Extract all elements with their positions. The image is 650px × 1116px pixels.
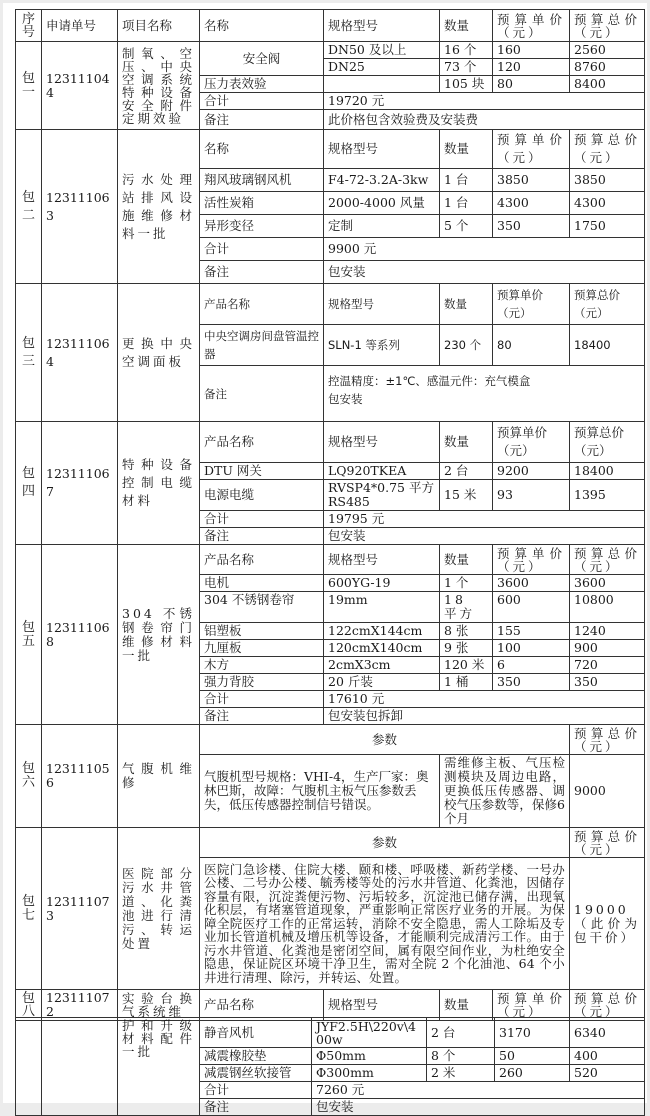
total-price-header: 预算总价（元） — [570, 990, 645, 1021]
item-unit-price: 350 — [493, 674, 570, 691]
remark-label: 备注 — [200, 708, 324, 725]
item-qty-header: 数量 — [440, 545, 493, 575]
item-spec: LQ920TKEA — [324, 463, 440, 480]
project-name: 304 不锈钢卷帘门维修材料一批 — [118, 545, 200, 725]
item-unit-price: 160 — [493, 42, 570, 59]
item-unit-price: 600 — [493, 592, 570, 623]
table-row — [16, 284, 645, 325]
item-total-price: 1395 — [570, 480, 645, 511]
subtotal-value: 19720 元 — [324, 93, 645, 110]
item-qty: 15 米 — [440, 480, 493, 511]
unit-price-header: 预算单价（元） — [493, 422, 570, 463]
remark-value: 包安装 — [324, 528, 645, 545]
item-qty: 1 台 — [440, 169, 493, 192]
project-name: 气腹机维修 — [118, 725, 200, 828]
item-name: 静音风机 — [200, 1018, 312, 1048]
item-spec: Φ50mm — [312, 1048, 427, 1065]
project-name: 医院部分污水井管道、化粪池进行清污、转运处置 — [118, 828, 200, 990]
table-row — [16, 42, 645, 59]
item-total-price: 400 — [570, 1048, 645, 1065]
unit-price-header: 预算单价（元） — [493, 130, 570, 169]
subtotal-value: 9900 元 — [324, 238, 645, 261]
item-total-price: 18400 — [570, 325, 645, 366]
unit-price-header: 预算单价（元） — [493, 284, 570, 325]
item-total-price: 18400 — [570, 463, 645, 480]
subtotal-value: 19795 元 — [324, 511, 645, 528]
table-row — [16, 828, 645, 858]
item-spec — [324, 76, 440, 93]
project-name: 更换中央空调面板 — [118, 284, 200, 422]
package-seq: 包七 — [16, 828, 42, 990]
item-name: 翔风玻璃钢风机 — [200, 169, 324, 192]
item-total-price: 8400 — [570, 76, 645, 93]
product-name-header: 产品名称 — [200, 284, 324, 325]
project-name-part2: 护和升级材料配件一批 — [118, 1018, 200, 1116]
package-seq: 包五 — [16, 545, 42, 725]
item-qty-header: 数量 — [440, 284, 493, 325]
subtotal-label: 合计 — [200, 93, 324, 110]
item-name: 铝塑板 — [200, 623, 324, 640]
item-total-price: 900 — [570, 640, 645, 657]
params-header: 参数 — [200, 725, 570, 755]
item-name: 中央空调房间盘管温控器 — [200, 325, 324, 366]
item-total-price: 4300 — [570, 192, 645, 215]
project-name: 污水处理站排风设施维修材料一批 — [118, 130, 200, 284]
remark-line-1: 控温精度：±1℃、感温元件：充气模盒 — [328, 374, 531, 388]
item-spec: F4-72-3.2A-3kw — [324, 169, 440, 192]
remark-value: 包安装 — [312, 1099, 645, 1116]
unit-price-header: 预算单价（元） — [493, 990, 570, 1021]
item-qty: 1 个 — [440, 575, 493, 592]
remark-label: 备注 — [200, 110, 324, 130]
table-row — [16, 990, 645, 1021]
item-unit-price: 155 — [493, 623, 570, 640]
item-qty: 1 桶 — [440, 674, 493, 691]
procurement-table — [15, 9, 645, 1021]
item-name: DTU 网关 — [200, 463, 324, 480]
item-qty: 2 米 — [427, 1065, 495, 1082]
header-spec: 规格型号 — [324, 10, 440, 42]
item-name: 304 不锈钢卷帘 — [200, 592, 324, 623]
item-unit-price: 3600 — [493, 575, 570, 592]
item-total-price: 350 — [570, 674, 645, 691]
unit-price-header: 预算单价（元） — [493, 545, 570, 575]
total-price-header: 预算总价（元） — [570, 828, 645, 858]
table-row — [16, 545, 645, 575]
request-number: 123111068 — [42, 545, 118, 725]
item-qty-header: 数量 — [440, 130, 493, 169]
item-unit-price: 93 — [493, 480, 570, 511]
params-description: 气腹机型号规格：VHI-4，生产厂家：奥林巴斯，故障：气腹机主板气压参数丢失，低压传感器控制信号错误。 — [200, 755, 440, 828]
item-unit-price: 100 — [493, 640, 570, 657]
remark-label: 备注 — [200, 366, 324, 422]
header-name: 名称 — [200, 10, 324, 42]
table-row — [16, 1018, 645, 1048]
item-spec: DN25 — [324, 59, 440, 76]
subtotal-value: 17610 元 — [324, 691, 645, 708]
project-name: 特种设备控制电缆材料 — [118, 422, 200, 545]
item-spec: JYF2.5H\220v\400w — [312, 1018, 427, 1048]
request-number: 123111073 — [42, 828, 118, 990]
item-spec: RVSP4*0.75 平方 RS485 — [324, 480, 440, 511]
request-number: 123111064 — [42, 284, 118, 422]
total-price-header: 预算总价（元） — [570, 725, 645, 755]
request-number: 123111063 — [42, 130, 118, 284]
item-spec: 20 斤装 — [324, 674, 440, 691]
product-name-header: 产品名称 — [200, 545, 324, 575]
item-unit-price: 80 — [493, 76, 570, 93]
document-page — [3, 3, 647, 1114]
package-seq: 包三 — [16, 284, 42, 422]
item-qty: 2 台 — [440, 463, 493, 480]
item-qty: 73 个 — [440, 59, 493, 76]
item-spec: 122cmX144cm — [324, 623, 440, 640]
item-total-price: 1240 — [570, 623, 645, 640]
header-qty: 数量 — [440, 10, 493, 42]
package-seq: 包六 — [16, 725, 42, 828]
item-name: 活性炭箱 — [200, 192, 324, 215]
item-total-price: 10800 — [570, 592, 645, 623]
table-row — [16, 725, 645, 755]
item-spec: SLN-1 等系列 — [324, 325, 440, 366]
item-spec: DN50 及以上 — [324, 42, 440, 59]
item-spec: 600YG-19 — [324, 575, 440, 592]
package-seq: 包二 — [16, 130, 42, 284]
item-spec: Φ300mm — [312, 1065, 427, 1082]
item-name: 电源电缆 — [200, 480, 324, 511]
header-seq: 序号 — [16, 10, 42, 42]
item-spec: 120cmX140cm — [324, 640, 440, 657]
item-unit-price: 80 — [493, 325, 570, 366]
request-number: 123111072 — [42, 990, 118, 1021]
item-spec: 定制 — [324, 215, 440, 238]
item-qty-header: 数量 — [440, 990, 493, 1021]
header-total-price: 预算总价（元） — [570, 10, 645, 42]
item-total-price: 6340 — [570, 1018, 645, 1048]
project-name: 制氧、空压、中央空调系统特种设备安全附件定期效验 — [118, 42, 200, 130]
item-total-price: 1750 — [570, 215, 645, 238]
item-qty: 1 台 — [440, 192, 493, 215]
item-unit-price: 9200 — [493, 463, 570, 480]
total-price: 19000（此价为包干价） — [570, 858, 645, 990]
item-qty: 5 个 — [440, 215, 493, 238]
table-row — [16, 130, 645, 169]
header-unit-price: 预算单价（元） — [493, 10, 570, 42]
item-unit-price: 50 — [495, 1048, 570, 1065]
remark-value — [324, 366, 645, 422]
item-qty: 8 个 — [427, 1048, 495, 1065]
item-spec-header: 规格型号 — [324, 545, 440, 575]
procurement-table-continued — [15, 1017, 645, 1116]
subtotal-label: 合计 — [200, 691, 324, 708]
item-qty: 8 张 — [440, 623, 493, 640]
total-price-header: 预算总价（元） — [570, 422, 645, 463]
item-qty: 2 台 — [427, 1018, 495, 1048]
item-name: 安全阀 — [200, 42, 324, 76]
item-total-price: 3600 — [570, 575, 645, 592]
item-total-price: 3850 — [570, 169, 645, 192]
remark-value: 此价格包含效验费及安装费 — [324, 110, 645, 130]
item-unit-price: 6 — [493, 657, 570, 674]
total-price-header: 预算总价（元） — [570, 545, 645, 575]
item-spec-header: 规格型号 — [324, 990, 440, 1021]
item-name: 异形变径 — [200, 215, 324, 238]
item-name: 强力背胶 — [200, 674, 324, 691]
remark-value: 包安装 — [324, 261, 645, 284]
item-name: 减震钢丝软接管 — [200, 1065, 312, 1082]
subtotal-label: 合计 — [200, 1082, 312, 1099]
item-unit-price: 260 — [495, 1065, 570, 1082]
item-unit-price: 350 — [493, 215, 570, 238]
remark-label: 备注 — [200, 261, 324, 284]
item-unit-price: 3170 — [495, 1018, 570, 1048]
total-price-header: 预算总价（元） — [570, 284, 645, 325]
package-seq: 包一 — [16, 42, 42, 130]
item-qty: 9 张 — [440, 640, 493, 657]
project-name-part1: 实验台换气系统维 — [118, 990, 200, 1021]
item-total-price: 2560 — [570, 42, 645, 59]
item-qty: 16 个 — [440, 42, 493, 59]
remark-value: 包安装包拆卸 — [324, 708, 645, 725]
item-unit-price: 120 — [493, 59, 570, 76]
item-qty: 120 米 — [440, 657, 493, 674]
item-qty-header: 数量 — [440, 422, 493, 463]
package-seq-empty — [16, 1018, 42, 1116]
header-project-name: 项目名称 — [118, 10, 200, 42]
request-number: 123111067 — [42, 422, 118, 545]
item-spec-header: 规格型号 — [324, 284, 440, 325]
subtotal-label: 合计 — [200, 238, 324, 261]
package-seq: 包八 — [16, 990, 42, 1021]
item-spec: 2cmX3cm — [324, 657, 440, 674]
item-name-header: 名称 — [200, 130, 324, 169]
params-header: 参数 — [200, 828, 570, 858]
total-price-header: 预算总价（元） — [570, 130, 645, 169]
request-number: 123111056 — [42, 725, 118, 828]
remark-label: 备注 — [200, 528, 324, 545]
item-spec: 2000-4000 风量 — [324, 192, 440, 215]
item-qty: 18 平方 — [440, 592, 493, 623]
item-total-price: 720 — [570, 657, 645, 674]
item-spec-header: 规格型号 — [324, 130, 440, 169]
remark-line-2: 包安装 — [328, 392, 363, 406]
header-request-no: 申请单号 — [42, 10, 118, 42]
request-number-empty — [42, 1018, 118, 1116]
item-qty: 105 块 — [440, 76, 493, 93]
subtotal-label: 合计 — [200, 511, 324, 528]
subtotal-value: 7260 元 — [312, 1082, 645, 1099]
item-name: 九厘板 — [200, 640, 324, 657]
params-description: 医院门急诊楼、住院大楼、颐和楼、呼吸楼、新药学楼、一号办公楼、二号办公楼、毓秀楼等处的污水井管道、化粪池，因储存容量有限，沉淀粪便污物、污垢较多，沉淀池已储存满，出现氧化积层，有堵塞管道现象，严重影响正常医疗业务的开展。为保障全院医疗工作的正常运转，消除不安全隐患，需人工除垢及专业加长管道机械及增压机等设备，才能顺利完成清污工作。由于污水井管道、化粪池是密闭空间，属有限空间作业，为杜绝安全隐患，保证院区环境干净卫生，需对全院 2 个化油池、64 个小井进行清理、除污，并转运、处置。 — [200, 858, 570, 990]
item-unit-price: 4300 — [493, 192, 570, 215]
table-row — [16, 422, 645, 463]
request-number: 123111044 — [42, 42, 118, 130]
item-name: 电机 — [200, 575, 324, 592]
remark-label: 备注 — [200, 1099, 312, 1116]
item-unit-price: 3850 — [493, 169, 570, 192]
item-qty: 230 个 — [440, 325, 493, 366]
params-service: 需维修主板、气压检测模块及周边电路，更换低压传感器、调校气压参数等，保修6个月 — [440, 755, 570, 828]
item-total-price: 520 — [570, 1065, 645, 1082]
item-spec: 19mm — [324, 592, 440, 623]
product-name-header: 产品名称 — [200, 422, 324, 463]
item-spec-header: 规格型号 — [324, 422, 440, 463]
package-seq: 包四 — [16, 422, 42, 545]
item-name: 压力表效验 — [200, 76, 324, 93]
total-price: 9000 — [570, 755, 645, 828]
table-header-row — [16, 10, 645, 42]
item-total-price: 8760 — [570, 59, 645, 76]
product-name-header: 产品名称 — [200, 990, 324, 1021]
item-name: 减震橡胶垫 — [200, 1048, 312, 1065]
item-name: 木方 — [200, 657, 324, 674]
